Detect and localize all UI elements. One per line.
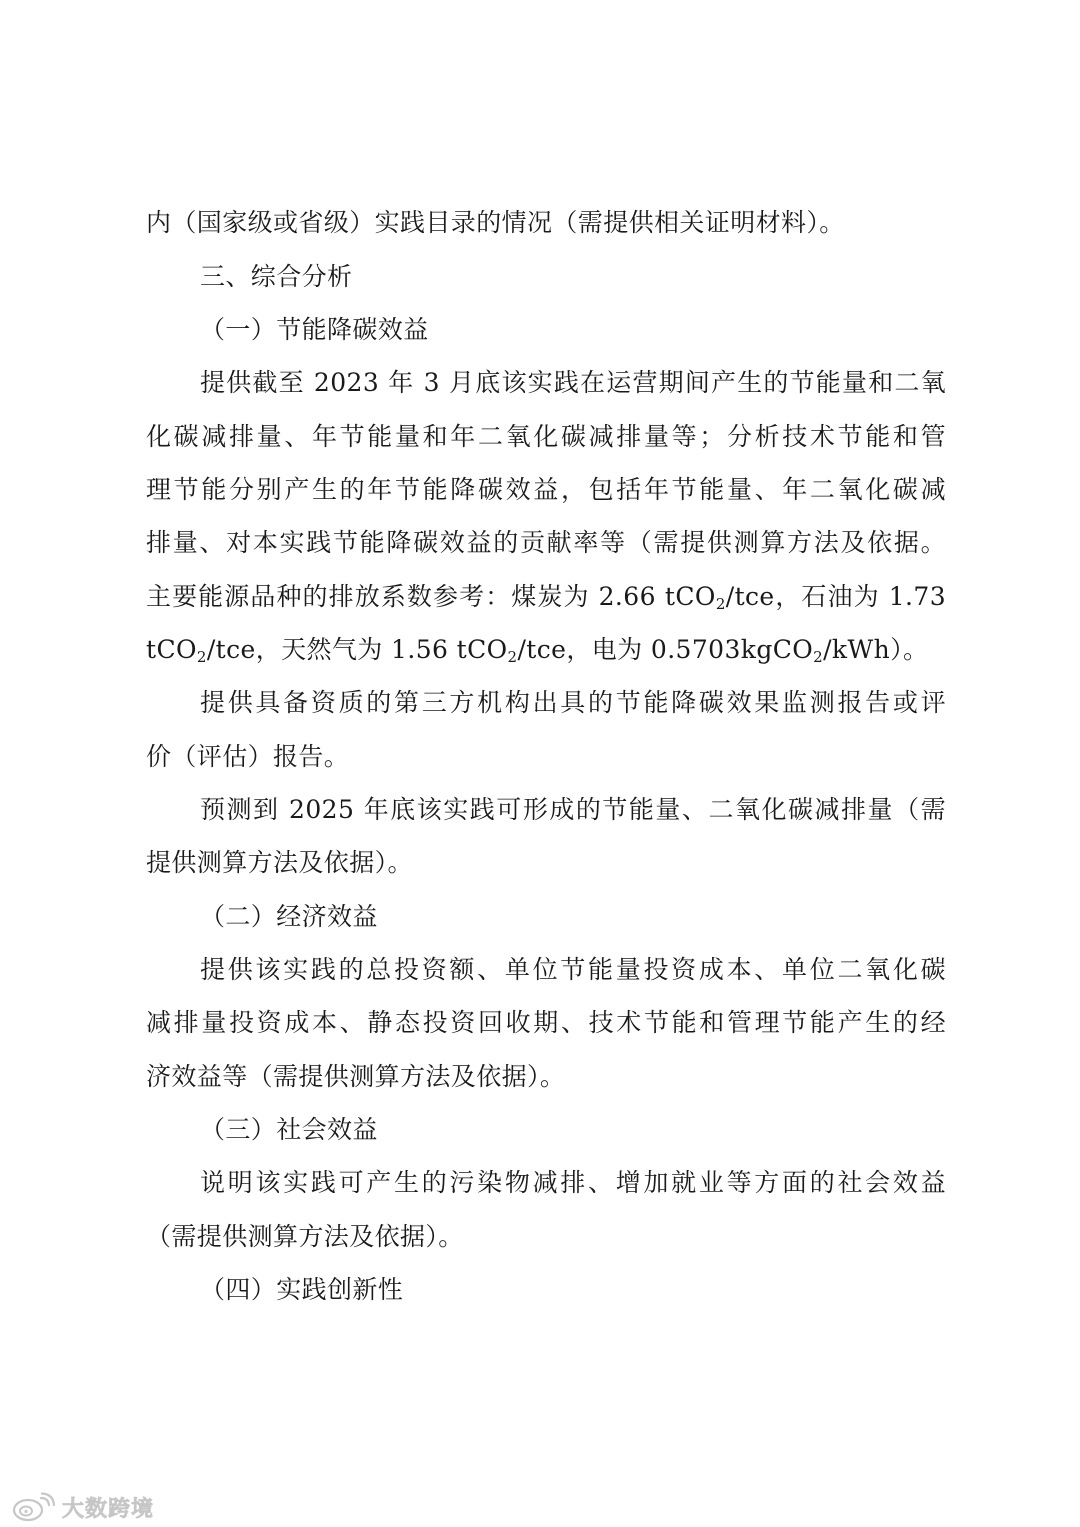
- subsection-heading: （二）经济效益: [200, 902, 378, 931]
- subsection-heading: （三）社会效益: [200, 1115, 378, 1144]
- paragraph-line: 排量、对本实践节能降碳效益的贡献率等（需提供测算方法及依据。: [146, 528, 946, 557]
- subscript: 2: [196, 648, 207, 666]
- paragraph-line: 减排量投资成本、静态投资回收期、技术节能和管理节能产生的经: [146, 1008, 946, 1037]
- factor-text: /tce，电为 0.5703kgCO: [517, 635, 814, 664]
- paragraph-line: （需提供测算方法及依据）。: [146, 1222, 464, 1251]
- emission-factor-line: [146, 577, 946, 617]
- paragraph-line: 预测到 2025 年底该实践可形成的节能量、二氧化碳减排量（需: [200, 795, 946, 824]
- factor-text: 主要能源品种的排放系数参考：煤炭为 2.66 tCO: [146, 582, 716, 611]
- watermark: [10, 1490, 154, 1524]
- factor-text: /tce，石油为 1.73: [725, 582, 947, 611]
- paragraph-line: 说明该实践可产生的污染物减排、增加就业等方面的社会效益: [200, 1168, 946, 1197]
- paragraph-line: 提供该实践的总投资额、单位节能量投资成本、单位二氧化碳: [200, 955, 946, 984]
- paragraph-line: 提供截至 2023 年 3 月底该实践在运营期间产生的节能量和二氧: [200, 368, 946, 397]
- paragraph-line: 提供具备资质的第三方机构出具的节能降碳效果监测报告或评: [200, 688, 946, 717]
- subscript: 2: [715, 595, 726, 613]
- paragraph-line: 济效益等（需提供测算方法及依据）。: [146, 1062, 566, 1091]
- factor-text: /kWh）。: [823, 635, 929, 664]
- subsection-heading: （一）节能降碳效益: [200, 315, 429, 344]
- watermark-text: 大数跨境: [62, 1496, 155, 1522]
- emission-factor-line: [146, 630, 946, 670]
- section-heading: 三、综合分析: [200, 262, 353, 291]
- paragraph-line: 化碳减排量、年节能量和年二氧化碳减排量等；分析技术节能和管: [146, 422, 946, 451]
- subscript: 2: [507, 648, 518, 666]
- weibo-style-logo-icon: [10, 1492, 56, 1522]
- paragraph-line: 内（国家级或省级）实践目录的情况（需提供相关证明材料）。: [146, 208, 845, 237]
- factor-text: tCO: [146, 635, 197, 664]
- paragraph-line: 价（评估）报告。: [146, 742, 350, 771]
- subsection-heading: （四）实践创新性: [200, 1275, 404, 1304]
- paragraph-line: 理节能分别产生的年节能降碳效益，包括年节能量、年二氧化碳减: [146, 475, 946, 504]
- paragraph-line: 提供测算方法及依据）。: [146, 848, 413, 877]
- factor-text: /tce，天然气为 1.56 tCO: [206, 635, 508, 664]
- subscript: 2: [813, 648, 824, 666]
